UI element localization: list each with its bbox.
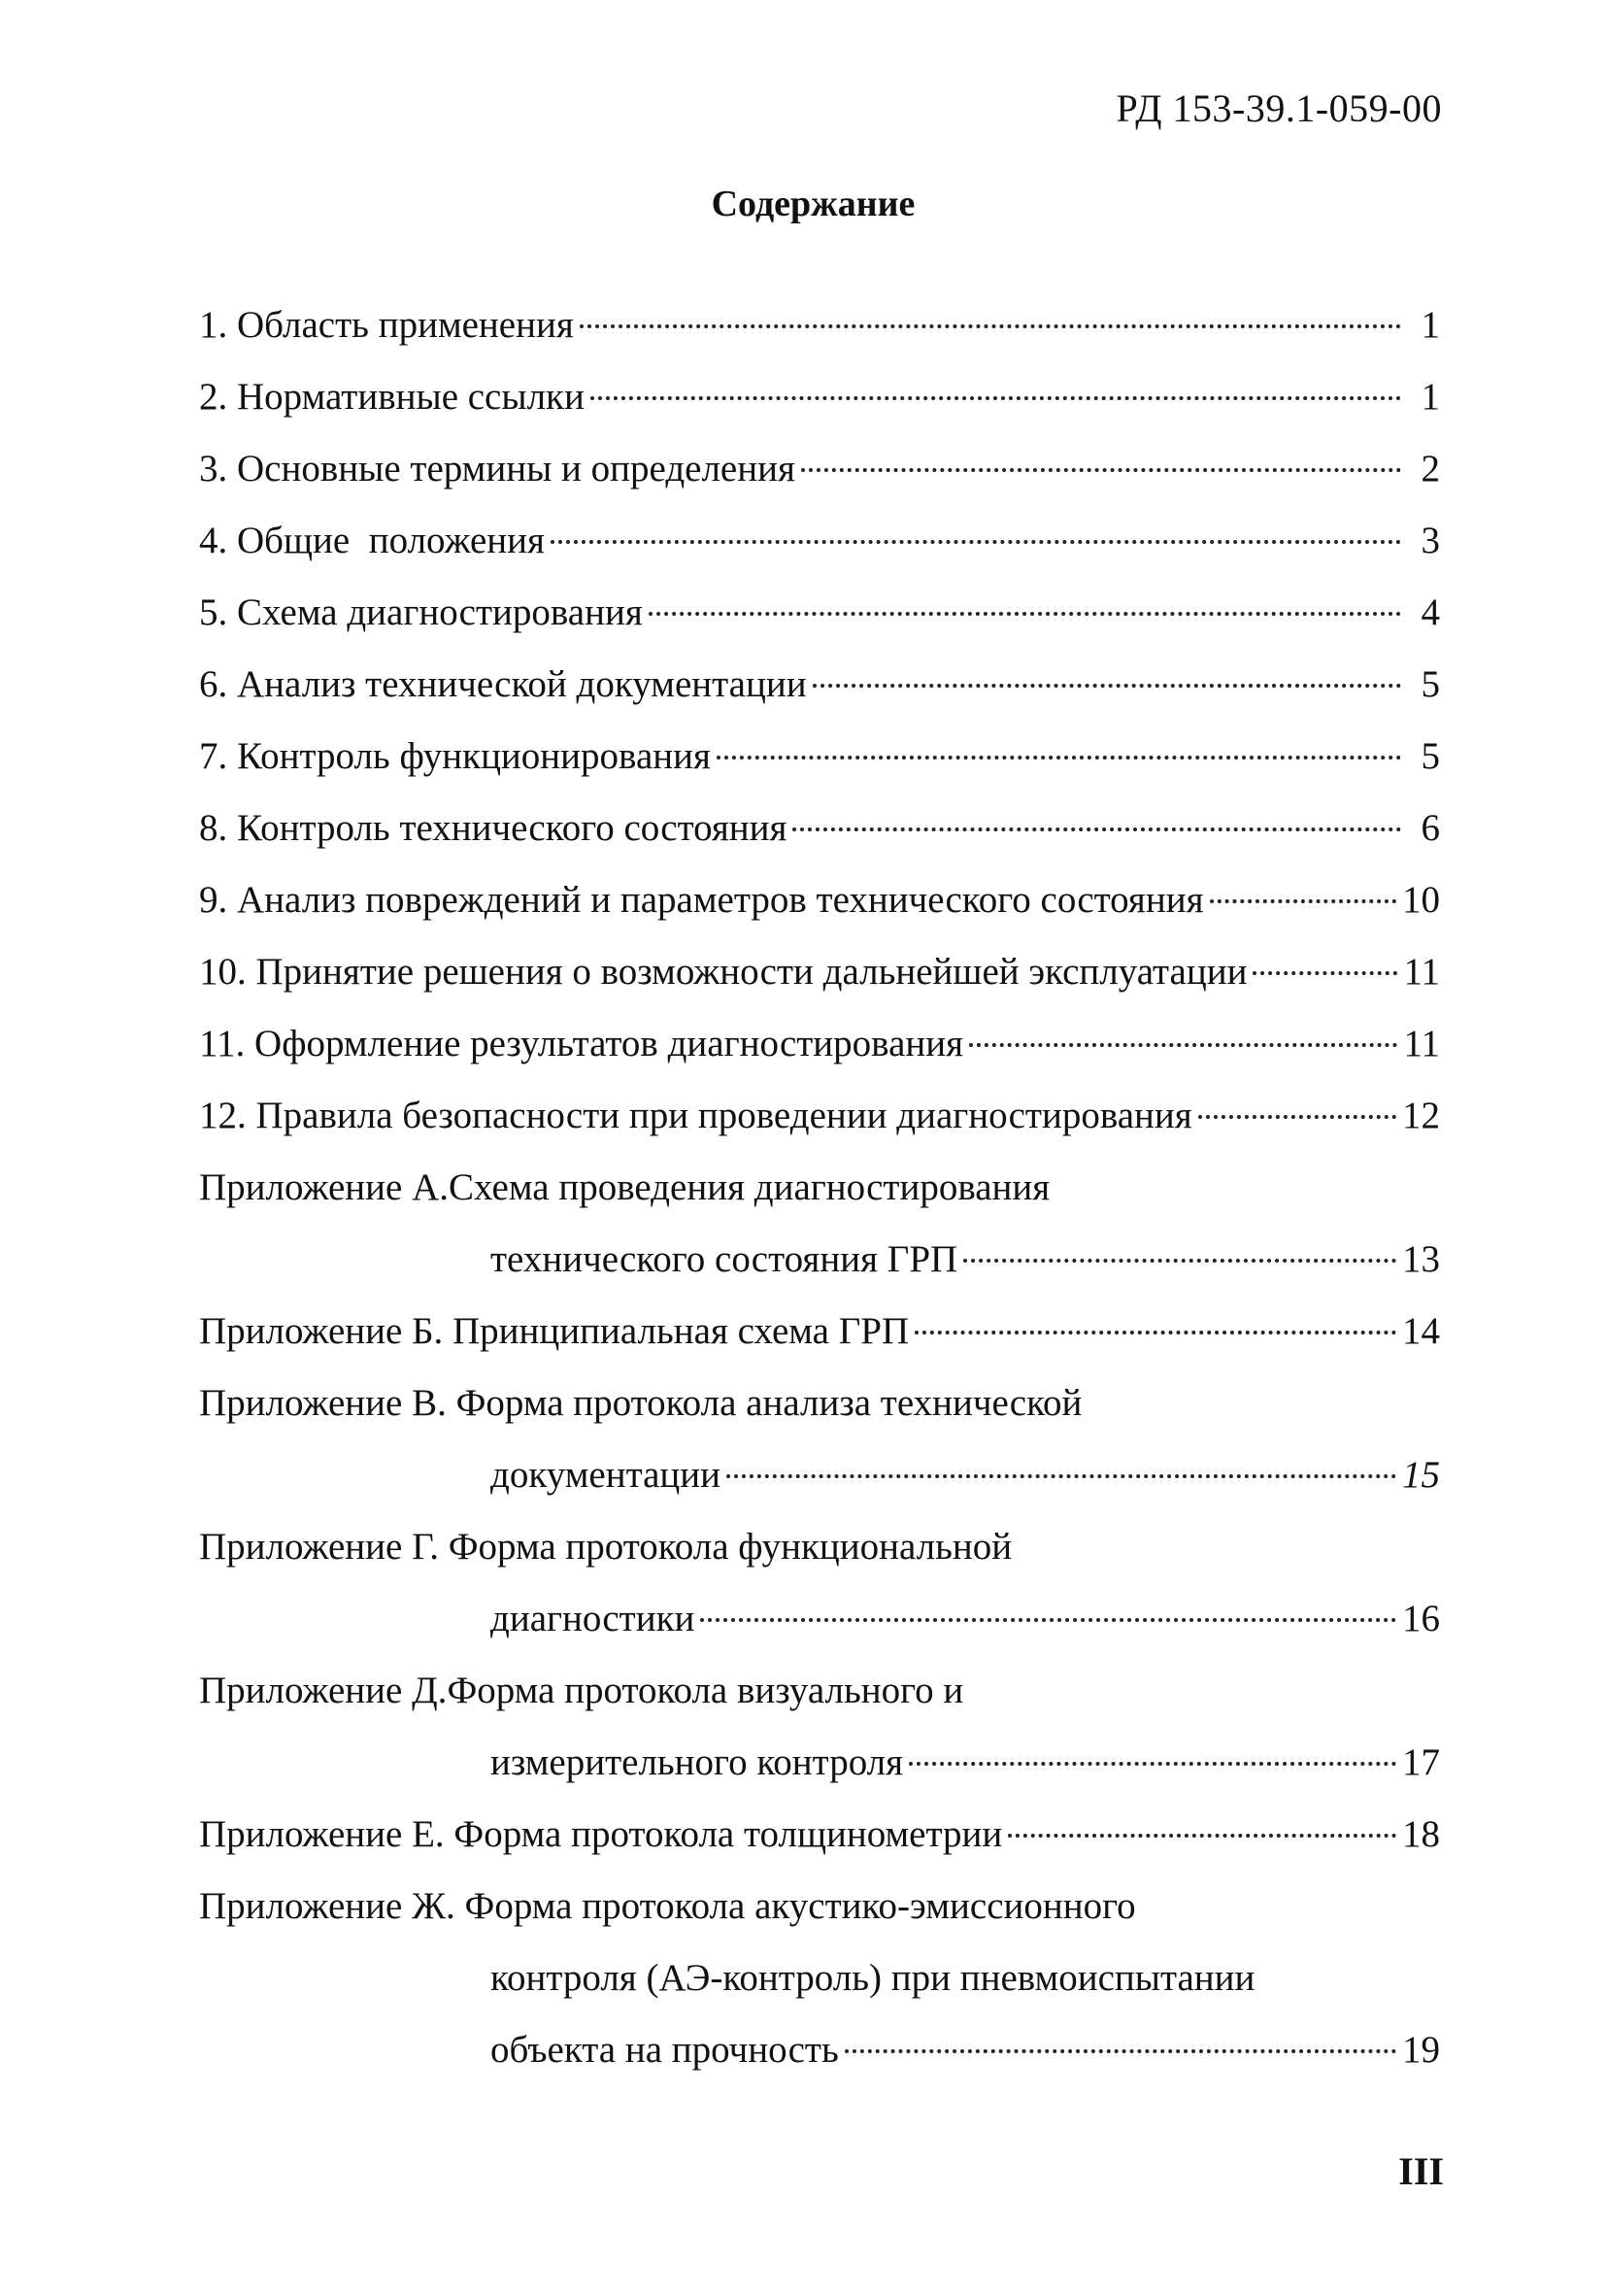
page-title: Содержание [711,184,916,224]
page-number: III [1398,2149,1444,2193]
toc-entry[interactable]: 10. Принятие решения о возможности дальнейшей эксплуатации 11 [199,951,1440,993]
toc-entry[interactable]: 9. Анализ повреждений и параметров технического состояния 10 [199,879,1440,921]
toc-appendix-a[interactable]: Приложение А. Схема проведения диагностирования технического состояния ГРП 13 [199,1166,1440,1280]
toc-entry[interactable]: 1. Область применения 1 [199,304,1440,346]
toc-appendix-e[interactable]: Приложение Е. Форма протокола толщинометрии 18 [199,1813,1440,1855]
toc-appendix-zh[interactable]: Приложение Ж. Форма протокола акустико-эмиссионного контроля (АЭ-контроль) при пневмоиспытании объекта на прочность 19 [199,1885,1440,2071]
toc-appendix-b[interactable]: Приложение Б. Принципиальная схема ГРП 14 [199,1310,1440,1352]
toc-entry[interactable]: 4. Общие положения 3 [199,520,1440,561]
toc-entry[interactable]: 3. Основные термины и определения 2 [199,448,1440,490]
toc-entry[interactable]: 7. Контроль функционирования 5 [199,735,1440,777]
toc-appendix-g[interactable]: Приложение Г. Форма протокола функциональной диагностики 16 [199,1526,1440,1639]
toc-entry[interactable]: 8. Контроль технического состояния 6 [199,807,1440,849]
toc-entry[interactable]: 2. Нормативные ссылки 1 [199,376,1440,418]
toc-entry[interactable]: 5. Схема диагностирования 4 [199,591,1440,633]
document-code: РД 153-39.1-059-00 [1116,86,1442,130]
toc-entry[interactable]: 12. Правила безопасности при проведении диагностирования 12 [199,1095,1440,1136]
toc-appendix-d[interactable]: Приложение Д. Форма протокола визуального и измерительного контроля 17 [199,1670,1440,1783]
table-of-contents [199,289,1440,2086]
toc-entry[interactable]: 11. Оформление результатов диагностирования 11 [199,1023,1440,1064]
toc-entry[interactable]: 6. Анализ технической документации 5 [199,663,1440,705]
toc-appendix-v[interactable]: Приложение В. Форма протокола анализа технической документации 15 [199,1382,1440,1496]
